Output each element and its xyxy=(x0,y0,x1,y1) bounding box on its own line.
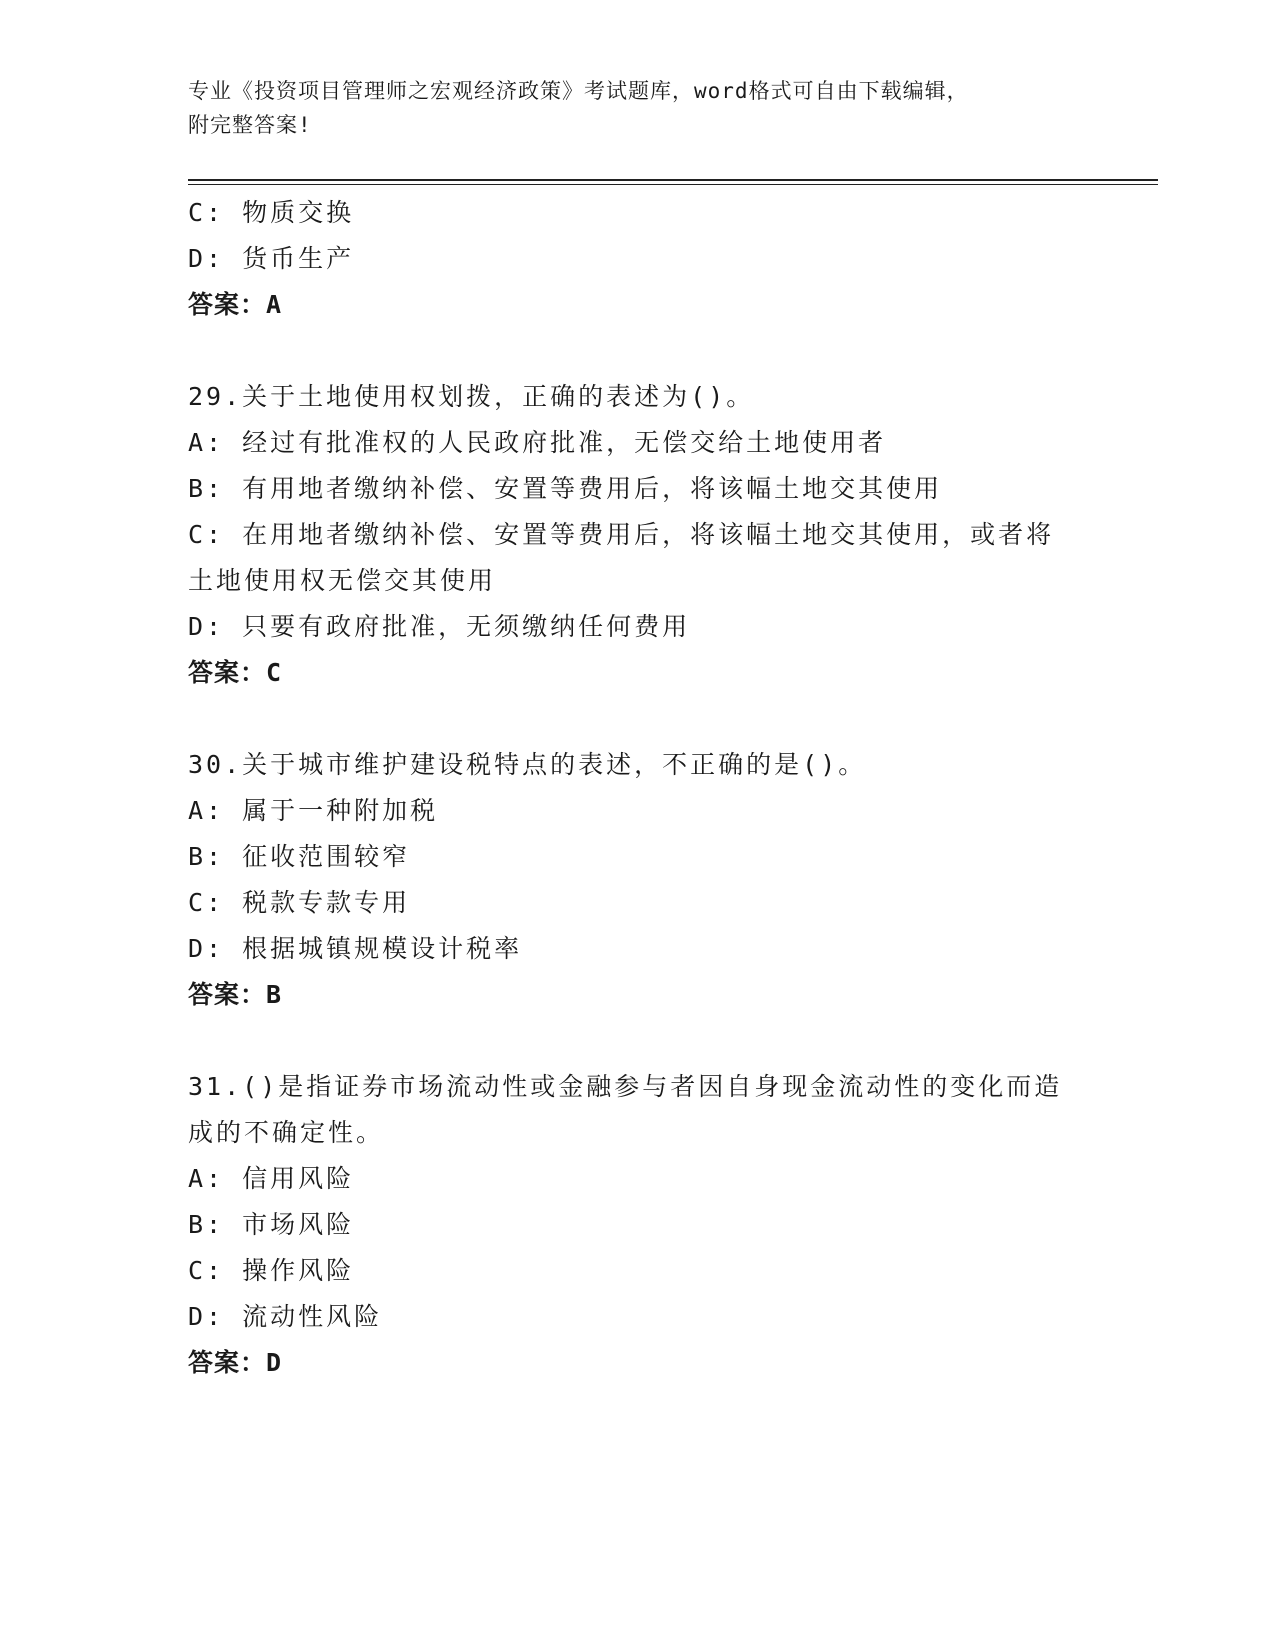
question-stem: 30.关于城市维护建设税特点的表述，不正确的是()。 xyxy=(188,750,867,779)
option-b: B: 征收范围较窄 xyxy=(188,842,411,871)
option-c-continued: 土地使用权无偿交其使用 xyxy=(188,566,497,595)
option-d: D: 货币生产 xyxy=(188,244,355,273)
header-divider-thin xyxy=(188,184,1158,185)
option-a: A: 经过有批准权的人民政府批准，无偿交给土地使用者 xyxy=(188,428,887,457)
question-29 xyxy=(188,374,1088,696)
question-28-continued xyxy=(188,190,1088,328)
document-header xyxy=(188,74,1088,142)
answer-label: 答案：A xyxy=(188,290,283,319)
question-31 xyxy=(188,1064,1088,1386)
option-d: D: 流动性风险 xyxy=(188,1302,383,1331)
option-a: A: 信用风险 xyxy=(188,1164,355,1193)
answer-label: 答案：C xyxy=(188,658,283,687)
question-stem: 29.关于土地使用权划拨，正确的表述为()。 xyxy=(188,382,755,411)
option-d: D: 根据城镇规模设计税率 xyxy=(188,934,523,963)
option-b: B: 市场风险 xyxy=(188,1210,355,1239)
header-divider-thick xyxy=(188,179,1158,181)
option-b: B: 有用地者缴纳补偿、安置等费用后，将该幅土地交其使用 xyxy=(188,474,943,503)
header-line-1: 专业《投资项目管理师之宏观经济政策》考试题库，word格式可自由下载编辑， xyxy=(188,79,969,103)
option-c: C: 税款专款专用 xyxy=(188,888,411,917)
option-c: C: 物质交换 xyxy=(188,198,355,227)
question-stem: 31.()是指证券市场流动性或金融参与者因自身现金流动性的变化而造 xyxy=(188,1072,1063,1101)
question-content xyxy=(188,190,1088,1386)
option-c: C: 操作风险 xyxy=(188,1256,355,1285)
header-line-2: 附完整答案! xyxy=(188,113,312,137)
question-30 xyxy=(188,742,1088,1018)
option-d: D: 只要有政府批准，无须缴纳任何费用 xyxy=(188,612,691,641)
answer-label: 答案：B xyxy=(188,980,283,1009)
answer-label: 答案：D xyxy=(188,1348,283,1377)
option-a: A: 属于一种附加税 xyxy=(188,796,439,825)
question-stem-continued: 成的不确定性。 xyxy=(188,1118,385,1147)
option-c: C: 在用地者缴纳补偿、安置等费用后，将该幅土地交其使用，或者将 xyxy=(188,520,1055,549)
